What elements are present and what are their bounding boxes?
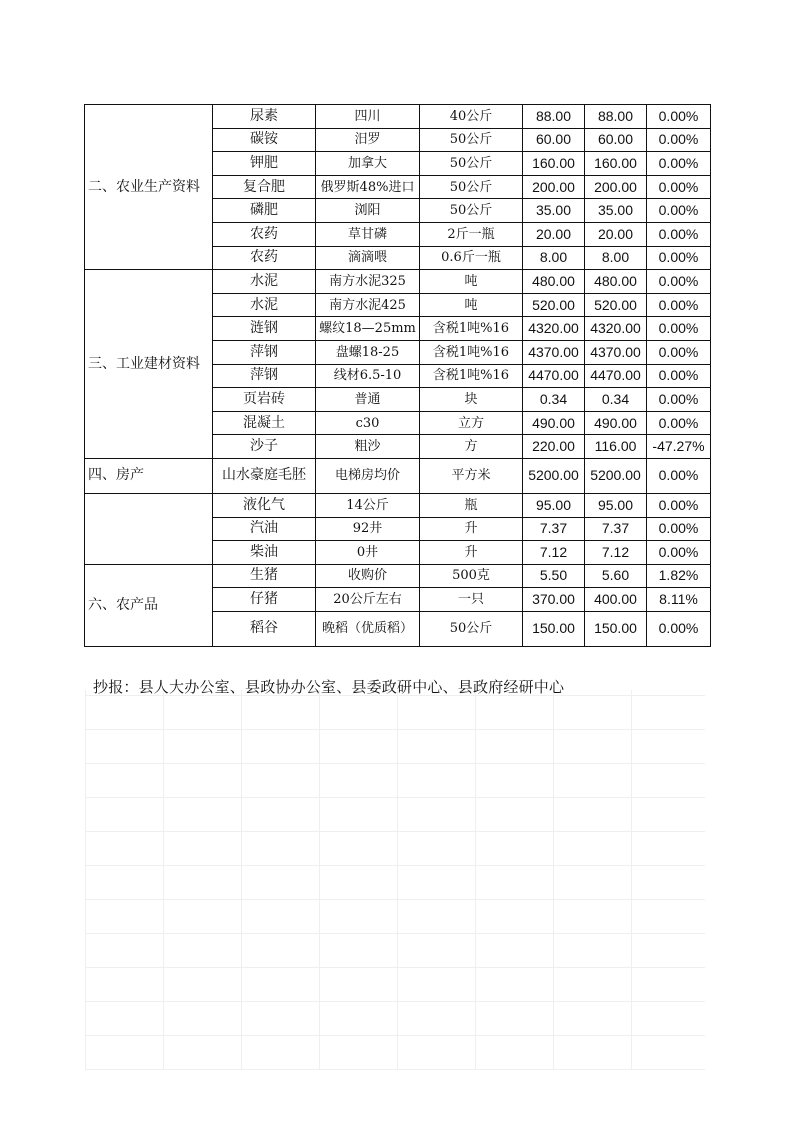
prev-price: 0.34 (523, 388, 585, 412)
spec-cell: 92井 (316, 517, 420, 541)
prev-price: 4370.00 (523, 340, 585, 364)
spec-cell: 20公斤左右 (316, 588, 420, 612)
spec-cell: 晚稻（优质稻） (316, 611, 420, 646)
item-name: 磷肥 (213, 199, 316, 223)
item-name: 碳铵 (213, 128, 316, 152)
spec-cell: 粗沙 (316, 435, 420, 459)
change-pct: 0.00% (647, 340, 711, 364)
curr-price: 5200.00 (585, 458, 647, 493)
prev-price: 5.50 (523, 564, 585, 588)
change-pct: 0.00% (647, 611, 711, 646)
unit-cell: 含税1吨%16 (420, 364, 523, 388)
item-name: 柴油 (213, 541, 316, 565)
prev-price: 150.00 (523, 611, 585, 646)
change-pct: 0.00% (647, 293, 711, 317)
item-name: 涟钢 (213, 317, 316, 341)
spec-cell: 俄罗斯48%进口 (316, 175, 420, 199)
unit-cell: 立方 (420, 411, 523, 435)
prev-price: 5200.00 (523, 458, 585, 493)
prev-price: 60.00 (523, 128, 585, 152)
spec-cell: 草甘磷 (316, 222, 420, 246)
unit-cell: 50公斤 (420, 175, 523, 199)
spec-cell: 四川 (316, 105, 420, 129)
item-name: 复合肥 (213, 175, 316, 199)
unit-cell: 方 (420, 435, 523, 459)
curr-price: 88.00 (585, 105, 647, 129)
item-name: 混凝土 (213, 411, 316, 435)
curr-price: 60.00 (585, 128, 647, 152)
change-pct: 0.00% (647, 222, 711, 246)
curr-price: 150.00 (585, 611, 647, 646)
unit-cell: 平方米 (420, 458, 523, 493)
prev-price: 220.00 (523, 435, 585, 459)
curr-price: 95.00 (585, 493, 647, 517)
category-cell: 二、农业生产资料 (85, 105, 213, 270)
faint-background-table (85, 690, 705, 1070)
spec-cell: 普通 (316, 388, 420, 412)
spec-cell: 0井 (316, 541, 420, 565)
prev-price: 7.37 (523, 517, 585, 541)
item-name: 仔猪 (213, 588, 316, 612)
prev-price: 520.00 (523, 293, 585, 317)
table-row (85, 493, 711, 517)
change-pct: 1.82% (647, 564, 711, 588)
curr-price: 480.00 (585, 270, 647, 294)
prev-price: 4470.00 (523, 364, 585, 388)
item-name: 液化气 (213, 493, 316, 517)
spec-cell: 南方水泥325 (316, 270, 420, 294)
spec-cell: 线材6.5-10 (316, 364, 420, 388)
prev-price: 35.00 (523, 199, 585, 223)
unit-cell: 50公斤 (420, 611, 523, 646)
change-pct: 0.00% (647, 152, 711, 176)
unit-cell: 40公斤 (420, 105, 523, 129)
unit-cell: 500克 (420, 564, 523, 588)
change-pct: 0.00% (647, 270, 711, 294)
item-name: 农药 (213, 222, 316, 246)
unit-cell: 一只 (420, 588, 523, 612)
category-cell: 三、工业建材资料 (85, 270, 213, 459)
spec-cell: 浏阳 (316, 199, 420, 223)
unit-cell: 吨 (420, 270, 523, 294)
change-pct: 8.11% (647, 588, 711, 612)
curr-price: 490.00 (585, 411, 647, 435)
prev-price: 160.00 (523, 152, 585, 176)
unit-cell: 0.6斤一瓶 (420, 246, 523, 270)
change-pct: 0.00% (647, 199, 711, 223)
change-pct: 0.00% (647, 246, 711, 270)
item-name: 山水豪庭毛胚 (213, 458, 316, 493)
curr-price: 35.00 (585, 199, 647, 223)
unit-cell: 2斤一瓶 (420, 222, 523, 246)
curr-price: 160.00 (585, 152, 647, 176)
change-pct: -47.27% (647, 435, 711, 459)
item-name: 页岩砖 (213, 388, 316, 412)
prev-price: 490.00 (523, 411, 585, 435)
unit-cell: 吨 (420, 293, 523, 317)
prev-price: 88.00 (523, 105, 585, 129)
change-pct: 0.00% (647, 517, 711, 541)
curr-price: 400.00 (585, 588, 647, 612)
prev-price: 370.00 (523, 588, 585, 612)
spec-cell: 电梯房均价 (316, 458, 420, 493)
curr-price: 200.00 (585, 175, 647, 199)
curr-price: 4370.00 (585, 340, 647, 364)
spec-cell: 南方水泥425 (316, 293, 420, 317)
table-row (85, 564, 711, 588)
prev-price: 200.00 (523, 175, 585, 199)
item-name: 尿素 (213, 105, 316, 129)
table-row (85, 458, 711, 493)
unit-cell: 升 (420, 541, 523, 565)
curr-price: 20.00 (585, 222, 647, 246)
unit-cell: 50公斤 (420, 128, 523, 152)
curr-price: 0.34 (585, 388, 647, 412)
table-row (85, 105, 711, 129)
item-name: 萍钢 (213, 364, 316, 388)
change-pct: 0.00% (647, 388, 711, 412)
item-name: 沙子 (213, 435, 316, 459)
cc-recipients-note: 抄报：县人大办公室、县政协办公室、县委政研中心、县政府经研中心 (93, 678, 565, 696)
prev-price: 95.00 (523, 493, 585, 517)
category-cell: 四、房产 (85, 458, 213, 493)
curr-price: 4470.00 (585, 364, 647, 388)
spec-cell: 汨罗 (316, 128, 420, 152)
spec-cell: c30 (316, 411, 420, 435)
spec-cell: 14公斤 (316, 493, 420, 517)
item-name: 水泥 (213, 293, 316, 317)
prev-price: 4320.00 (523, 317, 585, 341)
unit-cell: 50公斤 (420, 199, 523, 223)
prev-price: 8.00 (523, 246, 585, 270)
change-pct: 0.00% (647, 105, 711, 129)
spec-cell: 收购价 (316, 564, 420, 588)
change-pct: 0.00% (647, 175, 711, 199)
change-pct: 0.00% (647, 458, 711, 493)
table-row (85, 270, 711, 294)
category-cell: 六、农产品 (85, 564, 213, 646)
change-pct: 0.00% (647, 317, 711, 341)
item-name: 稻谷 (213, 611, 316, 646)
unit-cell: 瓶 (420, 493, 523, 517)
category-cell (85, 493, 213, 564)
curr-price: 4320.00 (585, 317, 647, 341)
item-name: 农药 (213, 246, 316, 270)
item-name: 生猪 (213, 564, 316, 588)
item-name: 钾肥 (213, 152, 316, 176)
price-table (84, 104, 711, 647)
curr-price: 7.37 (585, 517, 647, 541)
change-pct: 0.00% (647, 128, 711, 152)
curr-price: 8.00 (585, 246, 647, 270)
spec-cell: 盘螺18-25 (316, 340, 420, 364)
unit-cell: 50公斤 (420, 152, 523, 176)
curr-price: 116.00 (585, 435, 647, 459)
spec-cell: 滴滴喂 (316, 246, 420, 270)
prev-price: 480.00 (523, 270, 585, 294)
change-pct: 0.00% (647, 493, 711, 517)
change-pct: 0.00% (647, 364, 711, 388)
unit-cell: 含税1吨%16 (420, 340, 523, 364)
change-pct: 0.00% (647, 541, 711, 565)
item-name: 萍钢 (213, 340, 316, 364)
item-name: 汽油 (213, 517, 316, 541)
unit-cell: 升 (420, 517, 523, 541)
unit-cell: 块 (420, 388, 523, 412)
spec-cell: 加拿大 (316, 152, 420, 176)
unit-cell: 含税1吨%16 (420, 317, 523, 341)
curr-price: 7.12 (585, 541, 647, 565)
curr-price: 520.00 (585, 293, 647, 317)
prev-price: 20.00 (523, 222, 585, 246)
prev-price: 7.12 (523, 541, 585, 565)
curr-price: 5.60 (585, 564, 647, 588)
change-pct: 0.00% (647, 411, 711, 435)
item-name: 水泥 (213, 270, 316, 294)
spec-cell: 螺纹18—25mm (316, 317, 420, 341)
